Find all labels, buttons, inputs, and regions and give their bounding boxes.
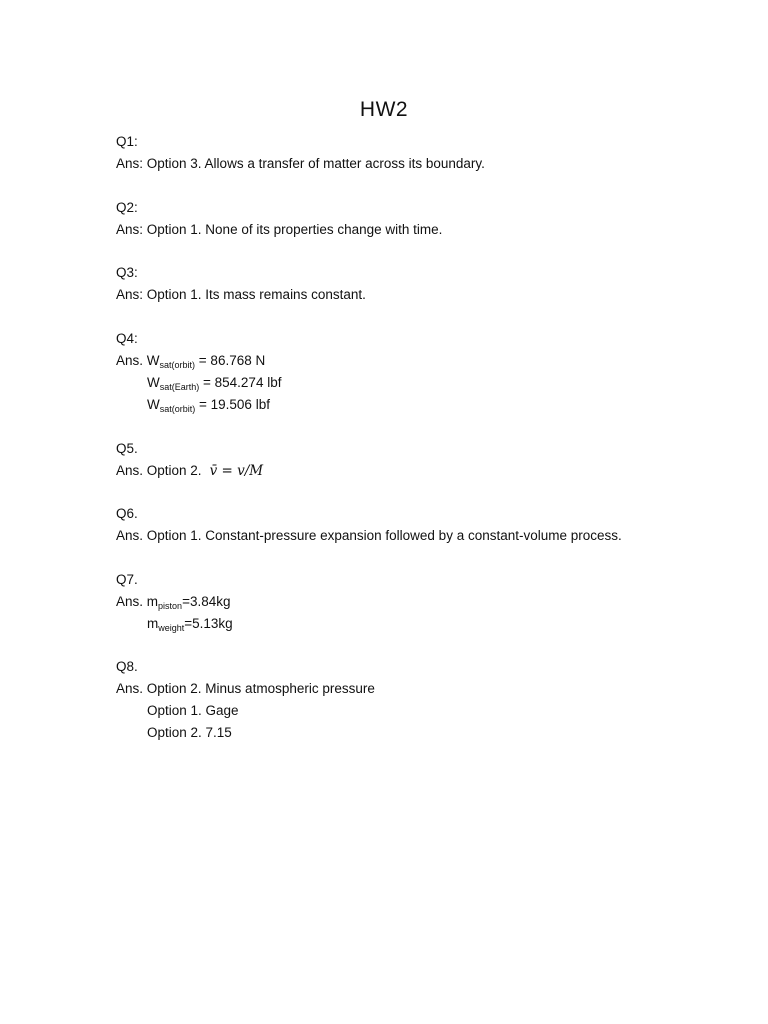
q7-mass-subscript: weight xyxy=(158,623,185,633)
q8-answer-line-2: Option 1. Gage xyxy=(147,703,239,718)
q7-answer-prefix: Ans. xyxy=(116,594,144,609)
q4-weight-subscript: sat(orbit) xyxy=(159,360,196,370)
q8-answer-line-3: Option 2. 7.15 xyxy=(147,725,232,740)
q7-answer-line-2 xyxy=(147,615,233,633)
q1-label: Q1: xyxy=(116,134,138,149)
q7-answer-line-1 xyxy=(116,593,230,611)
q8-answer: Ans. Option 2. Minus atmospheric pressure xyxy=(116,681,375,696)
q7-mass-value: =3.84kg xyxy=(182,594,231,609)
q1-answer: Ans: Option 3. Allows a transfer of matter across its boundary. xyxy=(116,156,485,171)
q4-weight-symbol: W xyxy=(146,353,160,368)
q4-answer-line-3 xyxy=(147,396,270,414)
q6-answer: Ans. Option 1. Constant-pressure expansion followed by a constant-volume process. xyxy=(116,528,622,543)
q4-weight-value: = 854.274 lbf xyxy=(199,375,282,390)
q6-label: Q6. xyxy=(116,506,138,521)
q4-answer-line-1 xyxy=(116,352,265,370)
q4-weight-subscript: sat(Earth) xyxy=(159,382,200,392)
q4-weight-symbol: W xyxy=(147,375,160,390)
q4-label: Q4: xyxy=(116,331,138,346)
q3-answer: Ans: Option 1. Its mass remains constant. xyxy=(116,287,366,302)
q2-label: Q2: xyxy=(116,200,138,215)
q7-mass-symbol: m xyxy=(147,616,159,631)
q4-weight-subscript: sat(orbit) xyxy=(159,404,196,414)
q2-answer: Ans: Option 1. None of its properties change with time. xyxy=(116,222,443,237)
q7-label: Q7. xyxy=(116,572,138,587)
q3-label: Q3: xyxy=(116,265,138,280)
q8-label: Q8. xyxy=(116,659,138,674)
q5-answer: Ans. Option 2. xyxy=(116,463,202,478)
q5-answer-line xyxy=(116,462,263,480)
q5-equation: v̄ = v/M xyxy=(209,463,264,479)
q4-weight-symbol: W xyxy=(147,397,160,412)
page-title: HW2 xyxy=(359,98,409,121)
q7-mass-subscript: piston xyxy=(158,601,183,611)
q4-answer-line-2 xyxy=(147,374,281,392)
q7-mass-symbol: m xyxy=(146,594,159,609)
q4-weight-value: = 19.506 lbf xyxy=(195,397,270,412)
q5-label: Q5. xyxy=(116,441,138,456)
q4-weight-value: = 86.768 N xyxy=(195,353,266,368)
q7-mass-value: =5.13kg xyxy=(184,616,233,631)
q4-answer-prefix: Ans. xyxy=(116,353,144,368)
